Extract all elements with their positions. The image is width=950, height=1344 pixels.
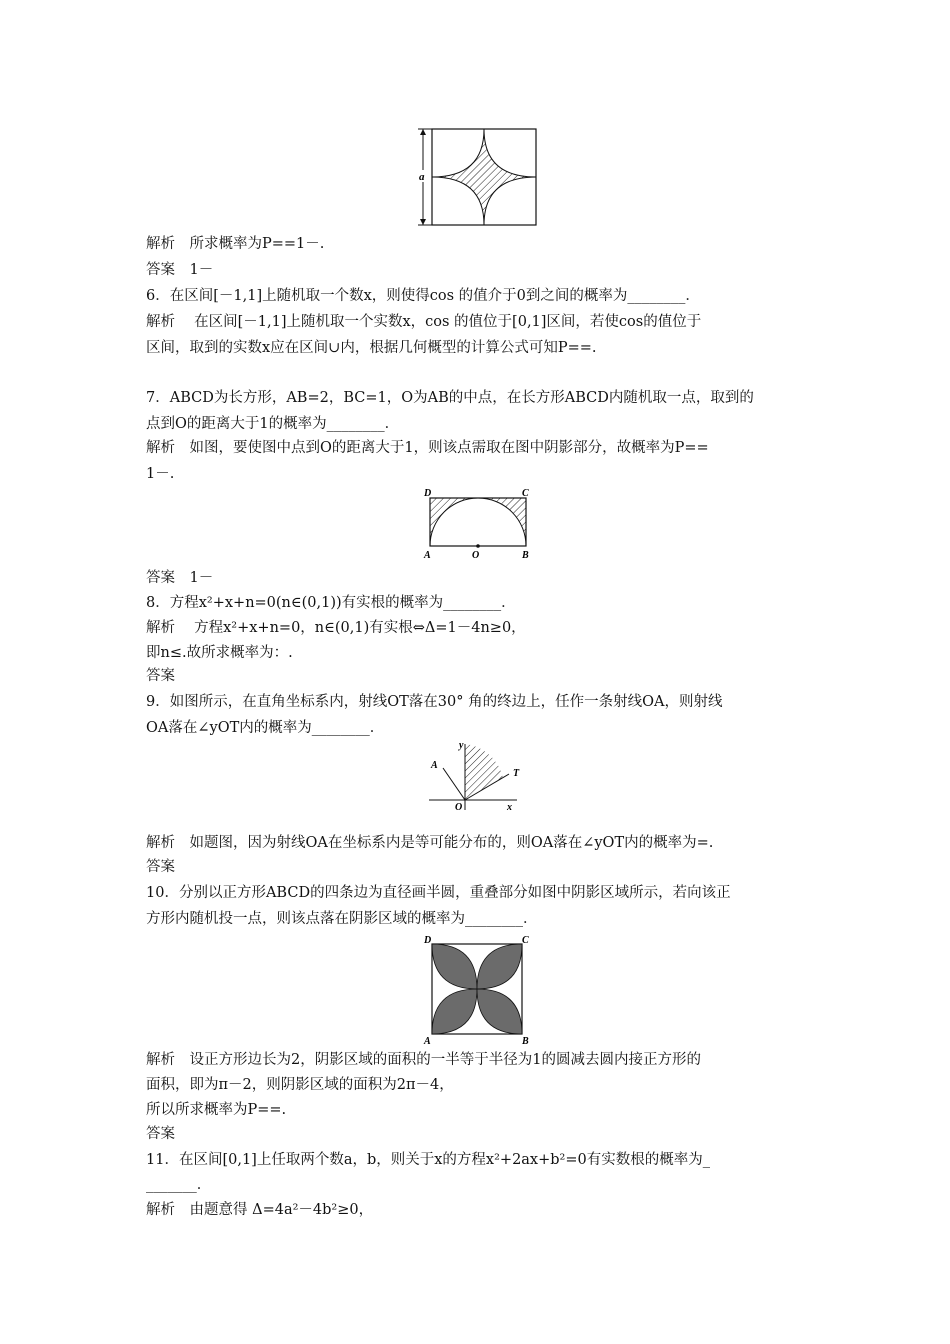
label-B: B — [522, 1036, 529, 1046]
solution-11-line1: 解析 由题意得 Δ=4a²－4b²≥0， — [146, 1202, 374, 1218]
answer-9: 答案 — [146, 859, 175, 875]
label-C: C — [522, 488, 529, 499]
label-A: A — [424, 1036, 431, 1046]
label-x: x — [507, 802, 512, 812]
solution-8-line1: 解析 方程x²+x+n=0，n∈(0,1)有实根⇔Δ=1－4n≥0， — [146, 620, 526, 636]
label-A: A — [431, 760, 438, 771]
figure-axes-ray — [425, 740, 525, 812]
label-B: B — [522, 550, 529, 561]
label-D: D — [424, 488, 432, 499]
label-y: y — [459, 740, 464, 751]
question-9-line2: OA落在∠yOT内的概率为________． — [146, 720, 385, 736]
label-O: O — [472, 550, 480, 561]
figure-square-petals — [422, 934, 532, 1046]
solution-8-line2: 即n≤.故所求概率为：. — [146, 645, 293, 661]
question-8: 8．方程x²+x+n=0(n∈(0,1))有实根的概率为________． — [146, 595, 516, 611]
question-11-line1: 11．在区间[0,1]上任取两个数a，b，则关于x的方程x²+2ax+b²=0有实数根的概率为_ — [146, 1152, 710, 1168]
question-7-line2: 点到O的距离大于1的概率为________． — [146, 416, 400, 432]
label-A: A — [424, 550, 431, 561]
label-a: a — [419, 171, 425, 183]
label-T: T — [513, 768, 520, 779]
solution-7-line1: 解析 如图，要使图中点到O的距离大于1，则该点需取在图中阴影部分，故概率为P== — [146, 440, 709, 456]
solution-9: 解析 如题图，因为射线OA在坐标系内是等可能分布的，则OA落在∠yOT内的概率为=. — [146, 835, 714, 851]
solution-6-line1: 解析 在区间[－1,1]上随机取一个实数x，cos 的值位于[0,1]区间，若使cos的值位于 — [146, 314, 702, 330]
solution-10-line3: 所以所求概率为P==. — [146, 1102, 287, 1118]
answer-7: 答案 1－ — [146, 570, 214, 586]
question-9-line1: 9．如图所示，在直角坐标系内，射线OT落在30° 角的终边上，任作一条射线OA，则射线 — [146, 694, 723, 710]
question-10-line1: 10．分别以正方形ABCD的四条边为直径画半圆，重叠部分如图中阴影区域所示，若向该正 — [146, 885, 731, 901]
solution-10-line2: 面积，即为π－2，则阴影区域的面积为2π－4， — [146, 1077, 454, 1093]
question-6: 6．在区间[－1,1]上随机取一个数x，则使得cos 的值介于0到之间的概率为________． — [146, 288, 700, 304]
solution-5: 解析 所求概率为P==1－. — [146, 236, 325, 252]
answer-8: 答案 — [146, 668, 175, 684]
solution-10-line1: 解析 设正方形边长为2，阴影区域的面积的一半等于半径为1的圆减去圆内接正方形的 — [146, 1052, 701, 1068]
figure-square-star — [412, 125, 540, 229]
solution-7-line2: 1－. — [146, 466, 175, 482]
answer-10: 答案 — [146, 1126, 175, 1142]
solution-6-line2: 区间，取到的实数x应在区间∪内，根据几何概型的计算公式可知P==. — [146, 340, 597, 356]
question-7-line1: 7．ABCD为长方形，AB=2，BC=1，O为AB的中点，在长方形ABCD内随机取一点，取到的 — [146, 390, 754, 406]
label-C: C — [522, 935, 529, 946]
question-11-line2: _______． — [146, 1177, 212, 1193]
answer-5: 答案 1－ — [146, 262, 214, 278]
label-O: O — [455, 802, 463, 812]
figure-rectangle-semicircle — [420, 486, 540, 562]
label-D: D — [424, 935, 432, 946]
question-10-line2: 方形内随机投一点，则该点落在阴影区域的概率为________． — [146, 911, 538, 927]
